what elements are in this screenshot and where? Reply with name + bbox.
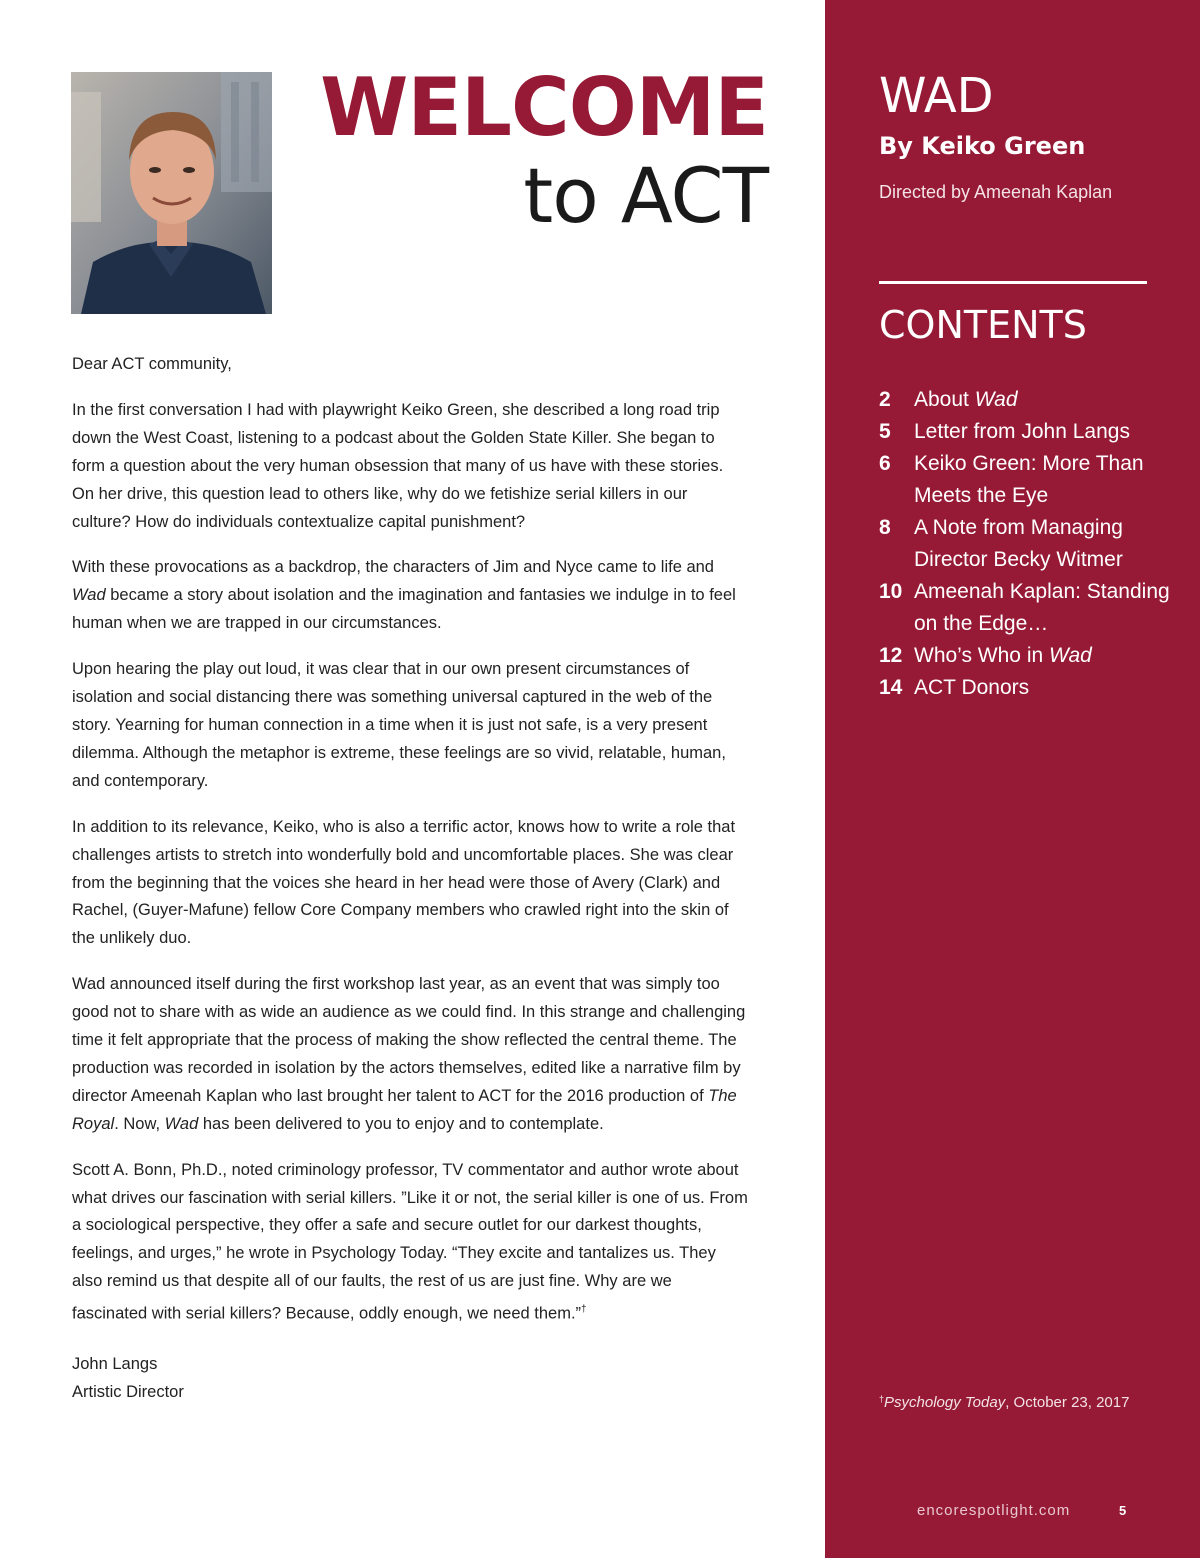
- footnote: †Psychology Today, October 23, 2017: [879, 1394, 1130, 1411]
- letter-signature: [72, 1351, 748, 1407]
- sidebar: [825, 0, 1200, 1558]
- divider: [879, 281, 1147, 284]
- toc-label: Ameenah Kaplan: Standing on the Edge…: [914, 580, 1170, 635]
- show-title: WAD: [879, 68, 994, 124]
- toc-page-number: 5: [879, 420, 891, 443]
- signature-title: Artistic Director: [72, 1382, 184, 1401]
- letter-salutation: Dear ACT community,: [72, 355, 232, 373]
- welcome-heading: WELCOME: [320, 61, 768, 154]
- toc-label: Letter from John Langs: [914, 420, 1130, 443]
- letter-paragraph: With these provocations as a backdrop, the characters of Jim and Nyce came to life and Wad became a story about isolation and the imagination and fantasies we indulge in to feel human when we are trapped in our circumstances.: [72, 558, 736, 633]
- letter-paragraph: In the first conversation I had with playwright Keiko Green, she described a long road trip down the West Coast, listening to a podcast about the Golden State Killer. She began to form a question about the very human obsession that many of us have with these stories. On her drive, this question lead to others like, why do we fetishize serial killers in our culture? How do individuals contextualize capital punishment?: [72, 400, 724, 531]
- footnote-mark: †: [581, 1304, 587, 1316]
- welcome-subheading: to ACT: [523, 151, 768, 240]
- toc-item[interactable]: [879, 576, 1179, 640]
- toc-label: ACT Donors: [914, 676, 1030, 699]
- toc-page-number: 14: [879, 676, 903, 699]
- show-byline: By Keiko Green: [879, 132, 1086, 160]
- welcome-letter: [72, 351, 748, 1406]
- toc-page-number: 10: [879, 580, 903, 603]
- letter-paragraph: Upon hearing the play out loud, it was clear that in our own present circumstances of isolation and social distancing there was something universal captured in the web of the story. Yearning for human connection in a time when it is just not safe, is a very present dilemma. Although the metaphor is extreme, these feelings are so vivid, relatable, human, and contemporary.: [72, 660, 726, 790]
- toc-page-number: 2: [879, 388, 891, 411]
- toc-item[interactable]: [879, 384, 1179, 416]
- signature-name: John Langs: [72, 1354, 158, 1373]
- letter-paragraph: In addition to its relevance, Keiko, who is also a terrific actor, knows how to write a role that challenges artists to stretch into wonderfully bold and uncomfortable places. She was clear from the beginning that the voices she heard in her head were those of Avery (Clark) and Rachel, (Guyer-Mafune) fellow Core Company members who crawled right into the skin of the unlikely duo.: [72, 817, 736, 948]
- letter-paragraph: Scott A. Bonn, Ph.D., noted criminology professor, TV commentator and author wrote about what drives our fascination with serial killers. ”Like it or not, the serial killer is one of us. From a sociological perspective, they offer a safe and secure outlet for our darkest thoughts, feelings, and urges,” he wrote in Psychology Today. “They excite and tantalizes us. They also remind us that despite all of our faults, the rest of us are just fine. Why are we fascinated with serial killers? Because, oddly enough, we need them.”†: [72, 1160, 748, 1323]
- welcome-title: [320, 62, 768, 238]
- toc-item[interactable]: [879, 672, 1179, 704]
- toc-item[interactable]: [879, 640, 1179, 672]
- footer-url[interactable]: encorespotlight.com: [917, 1502, 1071, 1519]
- toc-page-number: 6: [879, 452, 891, 475]
- toc-label: A Note from Managing Director Becky Witmer: [914, 516, 1123, 571]
- toc-page-number: 8: [879, 516, 891, 539]
- toc-item[interactable]: [879, 512, 1179, 576]
- page-number: 5: [1119, 1503, 1127, 1518]
- table-of-contents: [879, 384, 1179, 704]
- toc-label: Who’s Who in Wad: [914, 644, 1092, 667]
- toc-page-number: 12: [879, 644, 903, 667]
- author-photo: [71, 72, 272, 314]
- show-director: Directed by Ameenah Kaplan: [879, 182, 1113, 202]
- toc-item[interactable]: [879, 448, 1179, 512]
- toc-label: About Wad: [914, 388, 1018, 411]
- toc-label: Keiko Green: More Than Meets the Eye: [914, 452, 1144, 507]
- letter-paragraph: Wad announced itself during the first workshop last year, as an event that was simply too good not to share with as wide an audience as we could find. In this strange and challenging time it felt appropriate that the process of making the show reflected the central theme. The production was recorded in isolation by the actors themselves, edited like a narrative film by director Ameenah Kaplan who last brought her talent to ACT for the 2016 production of The Royal. Now, Wad has been delivered to you to enjoy and to contemplate.: [72, 975, 746, 1133]
- contents-heading: CONTENTS: [879, 303, 1087, 347]
- toc-item[interactable]: [879, 416, 1179, 448]
